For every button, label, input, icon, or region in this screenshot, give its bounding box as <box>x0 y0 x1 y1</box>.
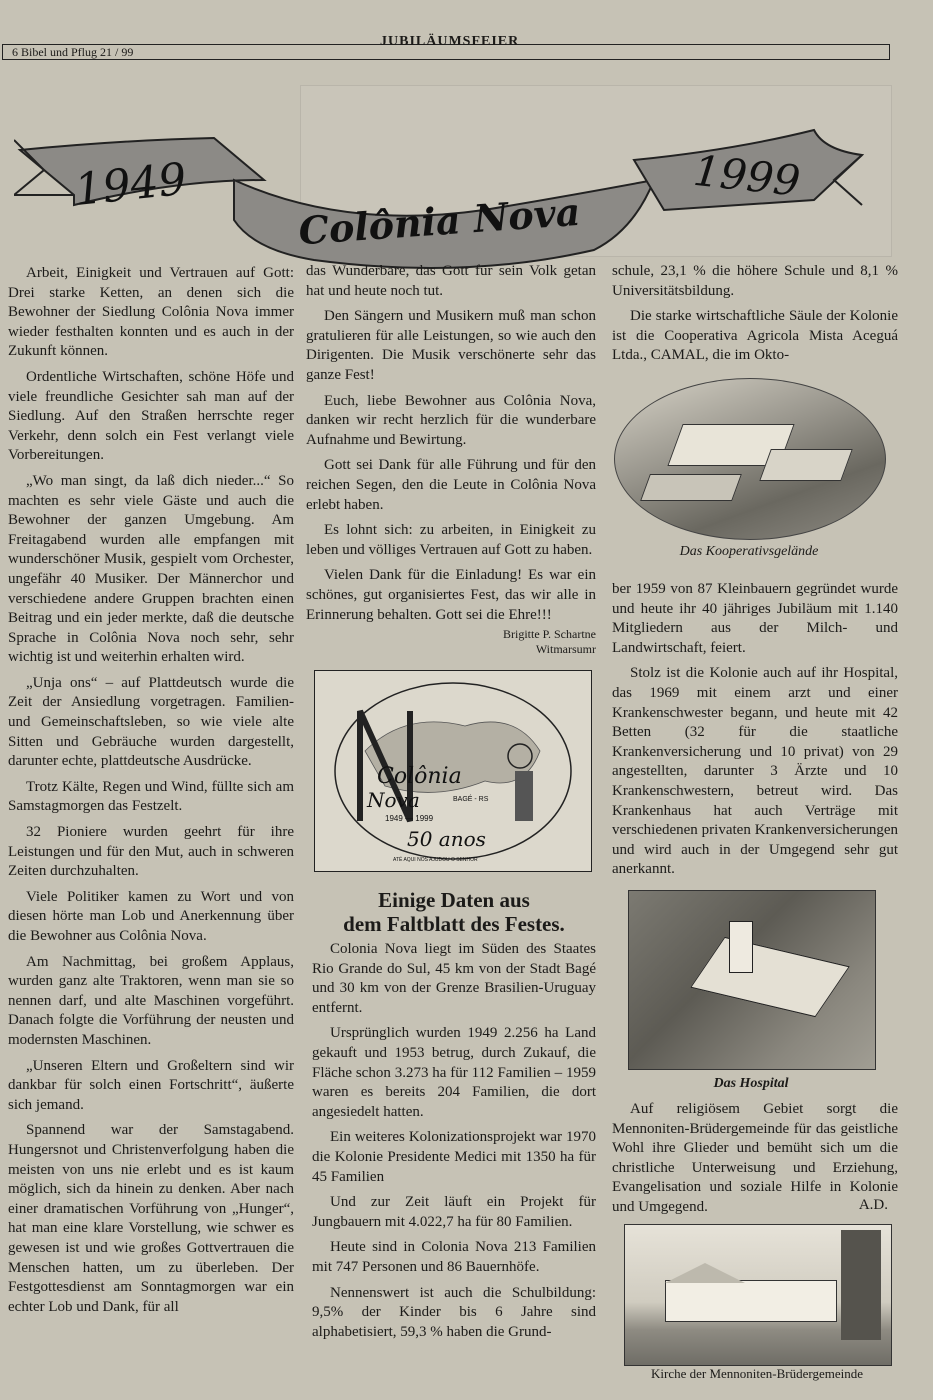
logo-place: BAGÉ - RS <box>453 796 489 803</box>
paragraph: 32 Pioniere wurden geehrt für ihre Leistungen und für den Mut, auch in schweren Zeiten durchzuhalten. <box>8 824 294 880</box>
paragraph: Auf religiösem Gebiet sorgt die Mennoniten-Brüdergemeinde für das geistliche Wohl ihre Glieder und bemüht sich um die christliche Unterweisung und Erziehung, Evangelisation und soziale Hilfe in Kolonie und Umgegend. <box>612 1101 898 1215</box>
author-signature <box>306 627 596 657</box>
logo-anniversary: 50 anos <box>407 827 486 851</box>
author-name: Brigitte P. Schartne <box>503 627 596 642</box>
jubilee-banner <box>14 110 864 270</box>
article-column-1 <box>8 264 294 1323</box>
paragraph: Colonia Nova liegt im Süden des Staates Rio Grande do Sul, 45 km von der Stadt Bagé und 30 km von der Grenze Brasilien-Uruguay entfernt. <box>312 941 596 1016</box>
logo-years: 1949 — 1999 <box>385 814 434 823</box>
paragraph: „Unseren Eltern und Großeltern sind wir dankbar für solch einen Fortschritt“, äußerte sich jemand. <box>8 1057 294 1113</box>
photo-cooperative-caption: Das Kooperativsgelände <box>679 544 819 559</box>
author-place: Witmarsumr <box>535 642 596 657</box>
page-header <box>2 32 890 60</box>
paragraph: Gott sei Dank für alle Führung und für den reichen Segen, den die Leute in Colônia Nova erlebt haben. <box>306 457 596 513</box>
infobox-heading-line1: Einige Daten aus <box>378 888 530 912</box>
paragraph: Es lohnt sich: zu arbeiten, in Einigkeit zu leben und völliges Vertrauen auf Gott zu haben. <box>306 522 596 558</box>
paragraph: Ursprünglich wurden 1949 2.256 ha Land gekauft und 1953 betrug, durch Zukauf, die Fläche schon 3.273 ha für 112 Familien – 1959 waren es bereits 204 Familien, die dort angesiedelt hatten. <box>312 1025 596 1120</box>
paragraph: Ordentliche Wirtschaften, schöne Höfe und viele freundliche Gesichter sah man auf der Siedlung. Auf den Straßen herrschte reger Verkehr, denn solch ein Fest verlangt viele Vorbereitungen. <box>8 368 294 464</box>
paragraph: Und zur Zeit läuft ein Projekt für Jungbauern mit 4.022,7 ha für 80 Familien. <box>312 1194 596 1230</box>
banner-year-left: 1949 <box>72 153 189 217</box>
paragraph: „Wo man singt, da laß dich nieder...“ So machten es sehr viele Gäste und auch die Bewohner der ganzen Umgebung. Am Freitagabend wurden alle empfangen mit wunderschöner Musik, gespielt vom Orchester, ungefähr 40 Musiker. Der Männerchor und verschiedene andere Gruppen brachten einen Beitrag und ein jeder merkte, daß die deutsche Sprache in Colônia Nova noch sehr, sehr wichtig ist und weiterhin erhalten wird. <box>8 472 294 666</box>
section-title: JUBILÄUMSFEIER <box>380 34 520 49</box>
infobox-heading <box>312 888 596 936</box>
logo-graphic <box>315 671 591 871</box>
paragraph: Den Sängern und Musikern muß man schon gratulieren für alle Leistungen, so wie auch den Dirigenten. Die Musik verschönerte sehr das ganze Fest! <box>306 308 596 383</box>
article-column-3-bottom <box>612 1100 898 1224</box>
paragraph: Stolz ist die Kolonie auch auf ihr Hospital, das 1969 mit einem arzt und einer Krankenschwester begann, und heute mit 42 Betten (32 für die staatliche Krankenversicherung und 10 privat) von 29 angestellten, darunter 3 Ärzte und 10 Krankenschwestern, betreut wird. Das Krankenhaus hat auch Verträge mit verschiedenen privaten Krankenversicherungen und wird auch in der Umgegend sehr gut anerkannt. <box>612 665 898 878</box>
paragraph: Vielen Dank für die Einladung! Es war ein schönes, gut organisiertes Fest, das wir alle in Erinnerung behalten. Gott sei die Ehre!!! <box>306 567 596 623</box>
paragraph: Nennenswert ist auch die Schulbildung: 9,5% der Kinder bis 6 Jahre sind alphabetisiert, 59,3 % haben die Grund- <box>312 1284 596 1340</box>
paragraph: Euch, liebe Bewohner aus Colônia Nova, danken wir recht herzlich für die wunderbare Aufnahme und Bewirtung. <box>306 392 596 448</box>
infobox-body <box>312 940 596 1348</box>
photo-church-caption: Kirche der Mennoniten-Brüdergemeinde <box>650 1366 864 1381</box>
paragraph: Die starke wirtschaftliche Säule der Kolonie ist die Cooperativa Agricola Mista Aceguá Ltda., CAMAL, die im Okto- <box>612 308 898 364</box>
paragraph: Viele Politiker kamen zu Wort und von diesen hörte man Lob und Anerkennung über die Bewohner aus Colônia Nova. <box>8 888 294 944</box>
photo-hospital-caption: Das Hospital <box>713 1076 789 1091</box>
infobox-heading-line2: dem Faltblatt des Festes. <box>343 912 565 936</box>
paragraph: ber 1959 von 87 Kleinbauern gegründet wurde und heute ihr 40 jähriges Jubiläum mit 1.140 Mitgliedern aus der Milch- und Landwirtschaft, feiert. <box>612 581 898 656</box>
logo-line2: Nova <box>367 788 420 812</box>
paragraph: „Unja ons“ – auf Plattdeutsch wurde die Zeit der Ansiedlung vorgetragen. Familien- und Gemeinschaftsleben, so wie viele alte Sitten und Gebräuche wurden dargestellt, darunter echte, plattdeutsche Ausdrücke. <box>8 674 294 770</box>
photo-hospital <box>628 890 876 1070</box>
photo-cooperative <box>614 378 886 540</box>
article-column-3 <box>612 262 898 372</box>
jubilee-logo <box>314 670 592 872</box>
logo-motto: ATÉ AQUI NOS AJUDOU O SENHOR <box>393 857 478 863</box>
photo-church <box>624 1224 892 1366</box>
paragraph: schule, 23,1 % die höhere Schule und 8,1 % Universitätsbildung. <box>612 263 898 299</box>
author-initials: A.D. <box>858 1197 888 1213</box>
paragraph: das Wunderbare, das Gott für sein Volk getan hat und heute noch tut. <box>306 263 596 299</box>
article-column-3-middle <box>612 580 898 886</box>
paragraph: Arbeit, Einigkeit und Vertrauen auf Gott: Drei starke Ketten, an denen sich die Bewohner der Siedlung Colônia Nova immer wieder festhalten konnten und es auch in der Zukunft können. <box>8 265 294 360</box>
page-label: 6 Bibel und Pflug 21 / 99 <box>12 45 134 59</box>
paragraph: Trotz Kälte, Regen und Wind, füllte sich am Samstagmorgen das Festzelt. <box>8 778 294 815</box>
paragraph: Spannend war der Samstagabend. Hungersnot und Christenverfolgung haben die meisten von uns nie erlebt und es ist kaum möglich, sich da hinein zu denken. Aber nach einer dramatischen Vorführung von „Hunger“, hat man eine klare Vorstellung, wie schwer es gewesen ist und wie großes Gottvertrauen die Menschen hatten, um zu überleben. Der Festgottesdienst am Sonntagmorgen war ein echter Lob und Dank, für all <box>8 1122 294 1315</box>
article-column-2 <box>306 262 596 657</box>
paragraph: Heute sind in Colonia Nova 213 Familien mit 747 Personen und 86 Bauernhöfe. <box>312 1239 596 1275</box>
logo-line1: Colônia <box>377 764 462 789</box>
paragraph: Ein weiteres Kolonizationsprojekt war 1970 die Kolonie Presidente Medici mit 1350 ha für 45 Familien <box>312 1129 596 1185</box>
paragraph: Am Nachmittag, bei großem Applaus, wurden ganz alte Traktoren, wenn man sie so nennen darf, und alte Maschinen vorgeführt. Danach folgte die Vorführung der neusten und modernsten Maschinen. <box>8 953 294 1048</box>
banner-year-right: 1999 <box>691 145 803 206</box>
banner-name: Colônia Nova <box>297 188 582 254</box>
